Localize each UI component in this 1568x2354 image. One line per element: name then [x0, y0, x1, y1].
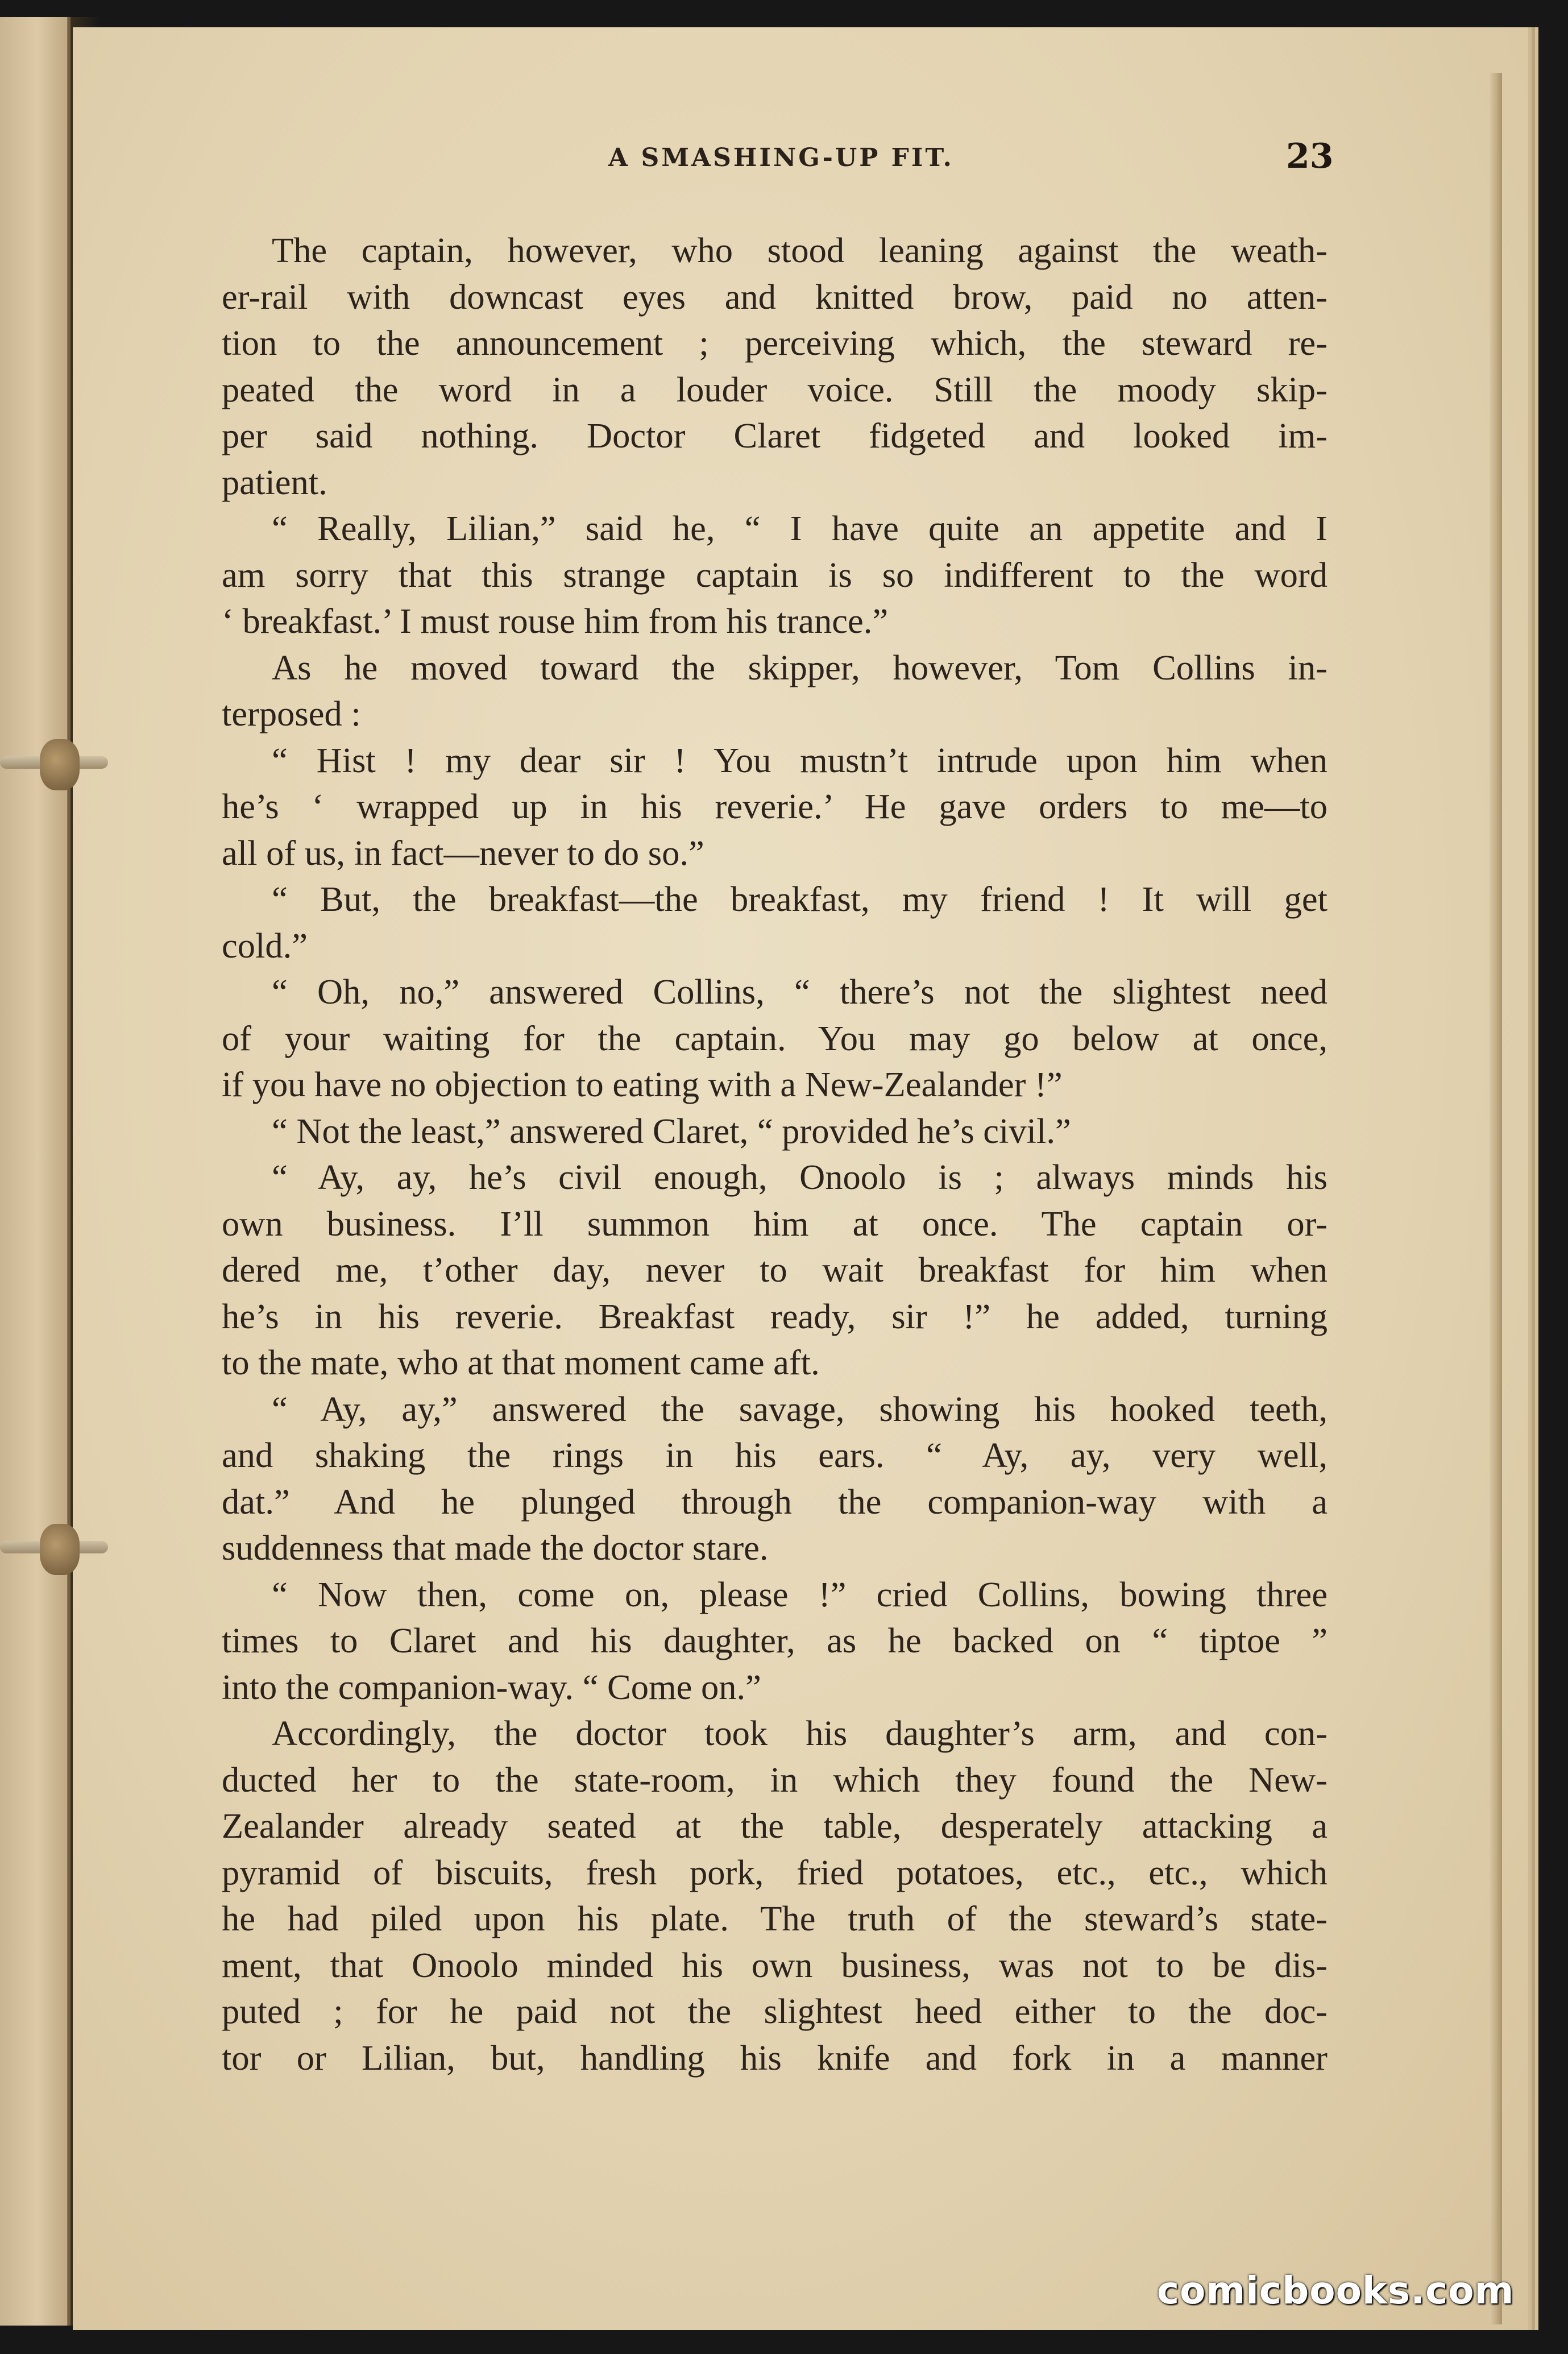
text-line: “ Hist ! my dear sir ! You mustn’t intrude upon him when — [272, 740, 1328, 780]
text-line: all of us, in fact—never to do so.” — [222, 832, 704, 873]
text-line: peated the word in a louder voice. Still the moody skip- — [222, 369, 1328, 409]
text-line: tor or Lilian, but, handling his knife and fork in a manner — [222, 2037, 1328, 2078]
text-line: into the companion-way. “ Come on.” — [222, 1667, 761, 1707]
text-line: ducted her to the state-room, in which they found the New- — [222, 1759, 1328, 1800]
text-line: patient. — [222, 462, 327, 502]
text-line: times to Claret and his daughter, as he backed on “ tiptoe ” — [222, 1621, 1328, 1660]
binding-stitch-upper — [0, 739, 114, 790]
text-line: dered me, t’other day, never to wait breakfast for him when — [222, 1250, 1328, 1290]
text-line: “ Really, Lilian,” said he, “ I have quite an appetite and I — [272, 508, 1328, 548]
text-line: “ Oh, no,” answered Collins, “ there’s not the slightest need — [272, 972, 1328, 1012]
left-page-edge — [0, 17, 70, 2326]
text-line: ‘ breakfast.’ I must rouse him from his trance.” — [222, 601, 889, 641]
text-line: Zealander already seated at the table, desperately attacking a — [222, 1806, 1328, 1846]
binding-knot — [40, 1524, 80, 1575]
text-line: “ But, the breakfast—the breakfast, my friend ! It will get — [272, 879, 1328, 919]
text-line: dat.” And he plunged through the companion-way with a — [222, 1481, 1328, 1522]
text-line: of your waiting for the captain. You may go below at once, — [222, 1018, 1328, 1058]
text-line: and shaking the rings in his ears. “ Ay, ay, very well, — [222, 1435, 1328, 1475]
text-line: per said nothing. Doctor Claret fidgeted and looked im- — [222, 416, 1328, 455]
text-line: he’s in his reverie. Breakfast ready, sir !” he added, turning — [222, 1296, 1328, 1336]
text-line: er-rail with downcast eyes and knitted brow, paid no atten- — [222, 276, 1328, 317]
text-line: own business. I’ll summon him at once. The captain or- — [222, 1203, 1328, 1244]
text-line: puted ; for he paid not the slightest heed either to the doc- — [222, 1991, 1328, 2031]
text-line: if you have no objection to eating with a New-Zealander !” — [222, 1064, 1063, 1104]
text-line: “ Ay, ay,” answered the savage, showing his hooked teeth, — [272, 1389, 1328, 1429]
text-line: Accordingly, the doctor took his daughter’s arm, and con- — [272, 1713, 1328, 1753]
text-line: “ Now then, come on, please !” cried Collins, bowing three — [272, 1574, 1328, 1614]
watermark-logo: comicbooks.com — [1157, 2269, 1515, 2312]
running-head: A SMASHING-UP FIT. — [608, 143, 954, 172]
page-fore-edge — [1490, 73, 1502, 2324]
text-line: suddenness that made the doctor stare. — [222, 1528, 769, 1568]
text-line: am sorry that this strange captain is so indifferent to the word — [222, 554, 1328, 595]
text-line: tion to the announcement ; perceiving which, the steward re- — [222, 323, 1328, 363]
text-line: he’s ‘ wrapped up in his reverie.’ He gave orders to me—to — [222, 786, 1328, 826]
text-line: ment, that Onoolo minded his own business, was not to be dis- — [222, 1945, 1328, 1985]
text-line: “ Ay, ay, he’s civil enough, Onoolo is ; always minds his — [272, 1157, 1328, 1197]
binding-knot — [40, 739, 80, 790]
text-line: to the mate, who at that moment came aft. — [222, 1342, 820, 1382]
text-line: pyramid of biscuits, fresh pork, fried potatoes, etc., etc., which — [222, 1852, 1328, 1892]
text-line: cold.” — [222, 925, 308, 965]
text-line: The captain, however, who stood leaning against the weath- — [272, 230, 1328, 270]
body-text — [222, 227, 1328, 2081]
text-line: he had piled upon his plate. The truth of the steward’s state- — [222, 1899, 1328, 1938]
text-line: As he moved toward the skipper, however, Tom Collins in- — [272, 647, 1328, 687]
text-line: “ Not the least,” answered Claret, “ provided he’s civil.” — [272, 1110, 1071, 1151]
binding-stitch-lower — [0, 1524, 114, 1575]
page-number: 23 — [1286, 136, 1334, 176]
text-line: terposed : — [222, 694, 361, 733]
